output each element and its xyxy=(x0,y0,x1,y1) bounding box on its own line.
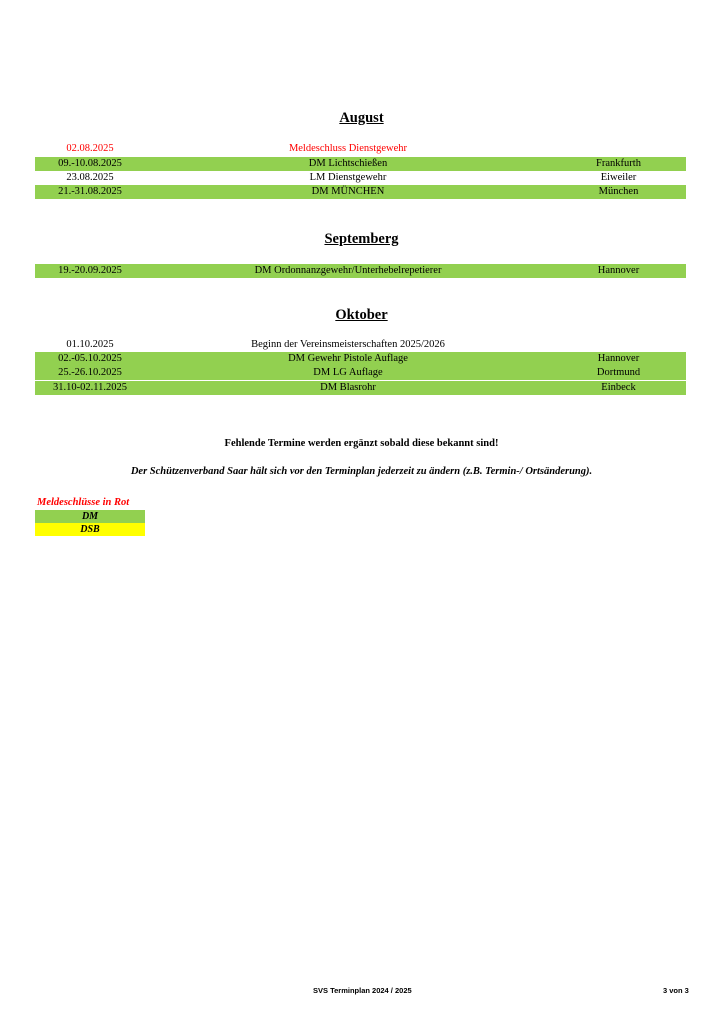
row-event: Meldeschluss Dienstgewehr xyxy=(288,143,408,154)
row-date: 21.-31.08.2025 xyxy=(58,186,122,197)
row-location: Einbeck xyxy=(601,382,636,393)
table-row xyxy=(35,157,686,171)
row-location: Hannover xyxy=(597,265,640,276)
row-date: 19.-20.09.2025 xyxy=(58,265,122,276)
legend-title: Meldeschlüsse in Rot xyxy=(37,497,130,508)
row-location: München xyxy=(598,186,639,197)
table-row xyxy=(35,352,686,366)
row-event: DM Lichtschießen xyxy=(308,158,388,169)
table-row xyxy=(35,185,686,199)
row-event: Beginn der Vereinsmeisterschaften 2025/2026 xyxy=(251,339,445,350)
row-event: DM Blasrohr xyxy=(320,382,376,393)
table-row xyxy=(35,142,686,156)
row-location: Eiweiler xyxy=(600,172,637,183)
row-date: 25.-26.10.2025 xyxy=(58,367,122,378)
table-row xyxy=(35,264,686,278)
table-row xyxy=(35,366,686,380)
row-location: Dortmund xyxy=(596,367,641,378)
section-title-oktober: Oktober xyxy=(335,307,388,323)
legend-item-dsb: DSB xyxy=(35,523,145,536)
row-date: 02.08.2025 xyxy=(66,143,114,154)
row-date: 02.-05.10.2025 xyxy=(58,353,122,364)
row-event: DM Gewehr Pistole Auflage xyxy=(288,353,408,364)
section-title-september: Septemberg xyxy=(324,231,399,247)
disclaimer-note: Der Schützenverband Saar hält sich vor den Terminplan jederzeit zu ändern (z.B. Termin-/ Ortsänderung). xyxy=(130,466,593,477)
table-row xyxy=(35,338,686,352)
row-location: Hannover xyxy=(597,353,640,364)
row-date: 09.-10.08.2025 xyxy=(58,158,122,169)
row-date: 01.10.2025 xyxy=(66,339,114,350)
row-date: 31.10-02.11.2025 xyxy=(53,382,127,393)
row-event: DM LG Auflage xyxy=(313,367,383,378)
table-row xyxy=(35,381,686,395)
section-title-august: August xyxy=(339,110,384,126)
row-event: LM Dienstgewehr xyxy=(309,172,387,183)
row-date: 23.08.2025 xyxy=(66,172,114,183)
missing-dates-note: Fehlende Termine werden ergänzt sobald diese bekannt sind! xyxy=(224,438,499,449)
footer-title: SVS Terminplan 2024 / 2025 xyxy=(313,986,412,995)
table-row xyxy=(35,171,686,185)
legend-item-dm: DM xyxy=(35,510,145,523)
row-event: DM Ordonnanzgewehr/Unterhebelrepetierer xyxy=(254,265,442,276)
footer-page-number: 3 von 3 xyxy=(663,986,689,995)
row-event: DM MÜNCHEN xyxy=(311,186,385,197)
row-location: Frankfurth xyxy=(596,158,641,169)
